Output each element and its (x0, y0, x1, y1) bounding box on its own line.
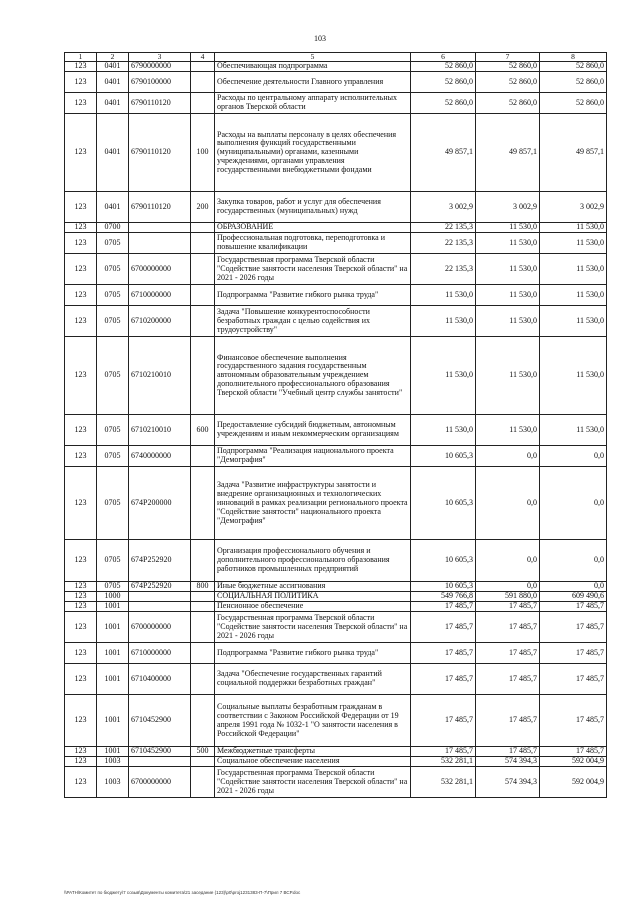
table-row (65, 643, 607, 664)
ministry-code-cell: 123 (65, 582, 97, 592)
section-code-cell: 0705 (97, 233, 129, 254)
amount-year-1-cell: 17 485,7 (411, 664, 476, 695)
table-row (65, 767, 607, 798)
target-article-cell (129, 602, 191, 612)
target-article-cell: 6740000000 (129, 446, 191, 467)
table-row (65, 415, 607, 446)
expense-type-cell (191, 592, 215, 602)
section-code-cell: 0401 (97, 72, 129, 93)
table-row (65, 254, 607, 285)
expense-type-cell (191, 602, 215, 612)
amount-year-1-cell: 549 766,8 (411, 592, 476, 602)
description-cell: Подпрограмма "Развитие гибкого рынка труда" (215, 643, 411, 664)
ministry-code-cell: 123 (65, 592, 97, 602)
amount-year-2-cell: 574 394,3 (476, 757, 540, 767)
expense-type-cell (191, 767, 215, 798)
expense-type-cell: 500 (191, 747, 215, 757)
section-code-cell: 1000 (97, 592, 129, 602)
description-cell: Социальные выплаты безработным гражданам в соответствии с Законом Российской Федерации от 19 апреля 1991 года № 1032-1 "О занятости населения в Российской Федерации" (215, 695, 411, 747)
section-code-cell: 0705 (97, 337, 129, 415)
ministry-code-cell: 123 (65, 114, 97, 192)
amount-year-1-cell: 17 485,7 (411, 643, 476, 664)
description-cell: Финансовое обеспечение выполнения государственного задания государственным автономным образовательным учреждением дополнительного профессионального образования Тверской области "Учебный центр службы занятости" (215, 337, 411, 415)
target-article-cell (129, 223, 191, 233)
expense-type-cell (191, 93, 215, 114)
expense-type-cell (191, 285, 215, 306)
expense-type-cell (191, 664, 215, 695)
footer-file-path: \\PATH\Комитет по бюджету\7 созыв\Документы комитета\21 заседание (123)\р0\proj1231383-П-7\Прил 7 ВСР.doc (64, 890, 301, 895)
table-row (65, 285, 607, 306)
table-row (65, 72, 607, 93)
table-row (65, 695, 607, 747)
expense-type-cell (191, 643, 215, 664)
table-row (65, 192, 607, 223)
amount-year-1-cell: 11 530,0 (411, 285, 476, 306)
ministry-code-cell: 123 (65, 233, 97, 254)
expense-type-cell (191, 254, 215, 285)
amount-year-1-cell: 49 857,1 (411, 114, 476, 192)
column-number: 6 (411, 53, 476, 62)
ministry-code-cell: 123 (65, 540, 97, 582)
ministry-code-cell: 123 (65, 767, 97, 798)
ministry-code-cell: 123 (65, 72, 97, 93)
amount-year-1-cell: 22 135,3 (411, 223, 476, 233)
amount-year-1-cell: 22 135,3 (411, 233, 476, 254)
amount-year-1-cell: 17 485,7 (411, 602, 476, 612)
target-article-cell: 6700000000 (129, 612, 191, 643)
amount-year-2-cell: 0,0 (476, 540, 540, 582)
ministry-code-cell: 123 (65, 612, 97, 643)
description-cell: Пенсионное обеспечение (215, 602, 411, 612)
ministry-code-cell: 123 (65, 254, 97, 285)
table-body (65, 53, 607, 798)
amount-year-1-cell: 52 860,0 (411, 62, 476, 72)
amount-year-3-cell: 609 490,6 (540, 592, 607, 602)
amount-year-1-cell: 52 860,0 (411, 72, 476, 93)
section-code-cell: 1001 (97, 602, 129, 612)
amount-year-1-cell: 52 860,0 (411, 93, 476, 114)
description-cell: Государственная программа Тверской области "Содействие занятости населения Тверской области" на 2021 - 2026 годы (215, 254, 411, 285)
ministry-code-cell: 123 (65, 446, 97, 467)
table-row (65, 114, 607, 192)
ministry-code-cell: 123 (65, 306, 97, 337)
amount-year-1-cell: 10 605,3 (411, 582, 476, 592)
table-row (65, 62, 607, 72)
amount-year-3-cell: 0,0 (540, 582, 607, 592)
description-cell: Государственная программа Тверской области "Содействие занятости населения Тверской области" на 2021 - 2026 годы (215, 612, 411, 643)
amount-year-2-cell: 0,0 (476, 467, 540, 540)
description-cell: Закупка товаров, работ и услуг для обеспечения государственных (муниципальных) нужд (215, 192, 411, 223)
target-article-cell: 6700000000 (129, 254, 191, 285)
section-code-cell: 0705 (97, 306, 129, 337)
ministry-code-cell: 123 (65, 467, 97, 540)
section-code-cell: 0401 (97, 62, 129, 72)
amount-year-2-cell: 11 530,0 (476, 223, 540, 233)
target-article-cell: 6710000000 (129, 643, 191, 664)
target-article-cell: 6710000000 (129, 285, 191, 306)
amount-year-2-cell: 0,0 (476, 446, 540, 467)
target-article-cell: 6790110120 (129, 114, 191, 192)
amount-year-2-cell: 52 860,0 (476, 62, 540, 72)
ministry-code-cell: 123 (65, 93, 97, 114)
amount-year-2-cell: 11 530,0 (476, 337, 540, 415)
table-row (65, 592, 607, 602)
section-code-cell: 0705 (97, 446, 129, 467)
column-number: 8 (540, 53, 607, 62)
target-article-cell: 6710400000 (129, 664, 191, 695)
expense-type-cell (191, 695, 215, 747)
expense-type-cell (191, 540, 215, 582)
target-article-cell: 6790000000 (129, 62, 191, 72)
table-row (65, 233, 607, 254)
expense-type-cell (191, 223, 215, 233)
amount-year-2-cell: 52 860,0 (476, 93, 540, 114)
amount-year-3-cell: 11 530,0 (540, 233, 607, 254)
section-code-cell: 1001 (97, 643, 129, 664)
amount-year-2-cell: 17 485,7 (476, 612, 540, 643)
table-row (65, 612, 607, 643)
amount-year-3-cell: 11 530,0 (540, 223, 607, 233)
column-number: 2 (97, 53, 129, 62)
ministry-code-cell: 123 (65, 643, 97, 664)
table-row (65, 223, 607, 233)
target-article-cell: 6710200000 (129, 306, 191, 337)
target-article-cell: 6790100000 (129, 72, 191, 93)
target-article-cell (129, 233, 191, 254)
amount-year-3-cell: 0,0 (540, 446, 607, 467)
target-article-cell: 6710452900 (129, 747, 191, 757)
amount-year-1-cell: 17 485,7 (411, 747, 476, 757)
page-number: 103 (314, 34, 326, 43)
amount-year-1-cell: 11 530,0 (411, 337, 476, 415)
expense-type-cell (191, 72, 215, 93)
section-code-cell: 1001 (97, 664, 129, 695)
section-code-cell: 0705 (97, 540, 129, 582)
column-number: 5 (215, 53, 411, 62)
section-code-cell: 0700 (97, 223, 129, 233)
amount-year-2-cell: 0,0 (476, 582, 540, 592)
amount-year-3-cell: 3 002,9 (540, 192, 607, 223)
target-article-cell: 6790110120 (129, 93, 191, 114)
expense-type-cell (191, 612, 215, 643)
amount-year-3-cell: 17 485,7 (540, 612, 607, 643)
ministry-code-cell: 123 (65, 747, 97, 757)
expense-type-cell: 200 (191, 192, 215, 223)
amount-year-1-cell: 22 135,3 (411, 254, 476, 285)
amount-year-2-cell: 591 880,0 (476, 592, 540, 602)
amount-year-1-cell: 532 281,1 (411, 757, 476, 767)
ministry-code-cell: 123 (65, 602, 97, 612)
amount-year-3-cell: 49 857,1 (540, 114, 607, 192)
table-row (65, 467, 607, 540)
amount-year-1-cell: 11 530,0 (411, 415, 476, 446)
target-article-cell: 674P252920 (129, 582, 191, 592)
amount-year-1-cell: 11 530,0 (411, 306, 476, 337)
expense-type-cell (191, 62, 215, 72)
amount-year-3-cell: 17 485,7 (540, 695, 607, 747)
section-code-cell: 0401 (97, 114, 129, 192)
amount-year-1-cell: 3 002,9 (411, 192, 476, 223)
section-code-cell: 0705 (97, 415, 129, 446)
section-code-cell: 0401 (97, 93, 129, 114)
amount-year-2-cell: 574 394,3 (476, 767, 540, 798)
ministry-code-cell: 123 (65, 62, 97, 72)
amount-year-3-cell: 17 485,7 (540, 664, 607, 695)
amount-year-1-cell: 17 485,7 (411, 612, 476, 643)
table-row (65, 747, 607, 757)
ministry-code-cell: 123 (65, 757, 97, 767)
table-row (65, 446, 607, 467)
amount-year-2-cell: 11 530,0 (476, 285, 540, 306)
expense-type-cell (191, 233, 215, 254)
description-cell: Задача "Развитие инфраструктуры занятости и внедрение организационных и технологических инноваций в рамках реализации регионального проекта "Содействие занятости" национального проекта "Демография" (215, 467, 411, 540)
amount-year-2-cell: 17 485,7 (476, 695, 540, 747)
description-cell: Расходы на выплаты персоналу в целях обеспечения выполнения функций государственными (муниципальными) органами, казенными учреждениями, органами управления государственными внебюджетными фондами (215, 114, 411, 192)
amount-year-3-cell: 17 485,7 (540, 643, 607, 664)
expense-type-cell (191, 446, 215, 467)
table-row (65, 757, 607, 767)
ministry-code-cell: 123 (65, 695, 97, 747)
amount-year-3-cell: 17 485,7 (540, 602, 607, 612)
amount-year-3-cell: 11 530,0 (540, 285, 607, 306)
ministry-code-cell: 123 (65, 192, 97, 223)
amount-year-1-cell: 532 281,1 (411, 767, 476, 798)
amount-year-2-cell: 17 485,7 (476, 602, 540, 612)
section-code-cell: 1001 (97, 747, 129, 757)
section-code-cell: 1003 (97, 757, 129, 767)
budget-table (64, 52, 607, 798)
amount-year-1-cell: 10 605,3 (411, 540, 476, 582)
expense-type-cell: 100 (191, 114, 215, 192)
description-cell: Иные бюджетные ассигнования (215, 582, 411, 592)
column-number-row (65, 53, 607, 62)
target-article-cell: 674P200000 (129, 467, 191, 540)
description-cell: Подпрограмма "Развитие гибкого рынка труда" (215, 285, 411, 306)
column-number: 1 (65, 53, 97, 62)
amount-year-2-cell: 11 530,0 (476, 254, 540, 285)
amount-year-1-cell: 10 605,3 (411, 467, 476, 540)
target-article-cell: 674P252920 (129, 540, 191, 582)
description-cell: Задача "Обеспечение государственных гарантий социальной поддержки безработных граждан" (215, 664, 411, 695)
description-cell: Задача "Повышение конкурентоспособности безработных граждан с целью содействия их трудоустройству" (215, 306, 411, 337)
amount-year-3-cell: 0,0 (540, 540, 607, 582)
expense-type-cell (191, 306, 215, 337)
amount-year-3-cell: 0,0 (540, 467, 607, 540)
description-cell: Социальное обеспечение населения (215, 757, 411, 767)
target-article-cell: 6710452900 (129, 695, 191, 747)
section-code-cell: 1001 (97, 612, 129, 643)
section-code-cell: 0401 (97, 192, 129, 223)
target-article-cell: 6790110120 (129, 192, 191, 223)
ministry-code-cell: 123 (65, 285, 97, 306)
target-article-cell (129, 592, 191, 602)
section-code-cell: 0705 (97, 285, 129, 306)
amount-year-3-cell: 52 860,0 (540, 93, 607, 114)
amount-year-3-cell: 592 004,9 (540, 757, 607, 767)
target-article-cell: 6700000000 (129, 767, 191, 798)
ministry-code-cell: 123 (65, 415, 97, 446)
amount-year-3-cell: 11 530,0 (540, 337, 607, 415)
ministry-code-cell: 123 (65, 664, 97, 695)
ministry-code-cell: 123 (65, 223, 97, 233)
amount-year-3-cell: 592 004,9 (540, 767, 607, 798)
description-cell: Расходы по центральному аппарату исполнительных органов Тверской области (215, 93, 411, 114)
table-row (65, 582, 607, 592)
expense-type-cell (191, 337, 215, 415)
amount-year-3-cell: 52 860,0 (540, 72, 607, 93)
description-cell: Предоставление субсидий бюджетным, автономным учреждениям и иным некоммерческим организациям (215, 415, 411, 446)
description-cell: Обеспечение деятельности Главного управления (215, 72, 411, 93)
section-code-cell: 0705 (97, 467, 129, 540)
amount-year-1-cell: 17 485,7 (411, 695, 476, 747)
amount-year-3-cell: 11 530,0 (540, 306, 607, 337)
description-cell: Обеспечивающая подпрограмма (215, 62, 411, 72)
column-number: 4 (191, 53, 215, 62)
description-cell: Подпрограмма "Реализация национального проекта "Демография" (215, 446, 411, 467)
amount-year-2-cell: 3 002,9 (476, 192, 540, 223)
table-row (65, 602, 607, 612)
target-article-cell: 6710210010 (129, 337, 191, 415)
table-row (65, 540, 607, 582)
column-number: 7 (476, 53, 540, 62)
table-row (65, 93, 607, 114)
description-cell: Профессиональная подготовка, переподготовка и повышение квалификации (215, 233, 411, 254)
amount-year-2-cell: 17 485,7 (476, 747, 540, 757)
column-number: 3 (129, 53, 191, 62)
amount-year-2-cell: 11 530,0 (476, 233, 540, 254)
amount-year-3-cell: 11 530,0 (540, 415, 607, 446)
amount-year-1-cell: 10 605,3 (411, 446, 476, 467)
amount-year-2-cell: 52 860,0 (476, 72, 540, 93)
description-cell: ОБРАЗОВАНИЕ (215, 223, 411, 233)
ministry-code-cell: 123 (65, 337, 97, 415)
amount-year-2-cell: 11 530,0 (476, 306, 540, 337)
expense-type-cell: 800 (191, 582, 215, 592)
description-cell: Государственная программа Тверской области "Содействие занятости населения Тверской области" на 2021 - 2026 годы (215, 767, 411, 798)
section-code-cell: 0705 (97, 582, 129, 592)
description-cell: СОЦИАЛЬНАЯ ПОЛИТИКА (215, 592, 411, 602)
amount-year-3-cell: 52 860,0 (540, 62, 607, 72)
target-article-cell: 6710210010 (129, 415, 191, 446)
amount-year-2-cell: 17 485,7 (476, 643, 540, 664)
target-article-cell (129, 757, 191, 767)
description-cell: Организация профессионального обучения и дополнительного профессионального образования работников промышленных предприятий (215, 540, 411, 582)
table-row (65, 664, 607, 695)
section-code-cell: 1003 (97, 767, 129, 798)
description-cell: Межбюджетные трансферты (215, 747, 411, 757)
amount-year-2-cell: 11 530,0 (476, 415, 540, 446)
section-code-cell: 1001 (97, 695, 129, 747)
amount-year-3-cell: 11 530,0 (540, 254, 607, 285)
amount-year-2-cell: 49 857,1 (476, 114, 540, 192)
section-code-cell: 0705 (97, 254, 129, 285)
table-row (65, 337, 607, 415)
expense-type-cell (191, 467, 215, 540)
expense-type-cell (191, 757, 215, 767)
expense-type-cell: 600 (191, 415, 215, 446)
table-row (65, 306, 607, 337)
amount-year-2-cell: 17 485,7 (476, 664, 540, 695)
amount-year-3-cell: 17 485,7 (540, 747, 607, 757)
